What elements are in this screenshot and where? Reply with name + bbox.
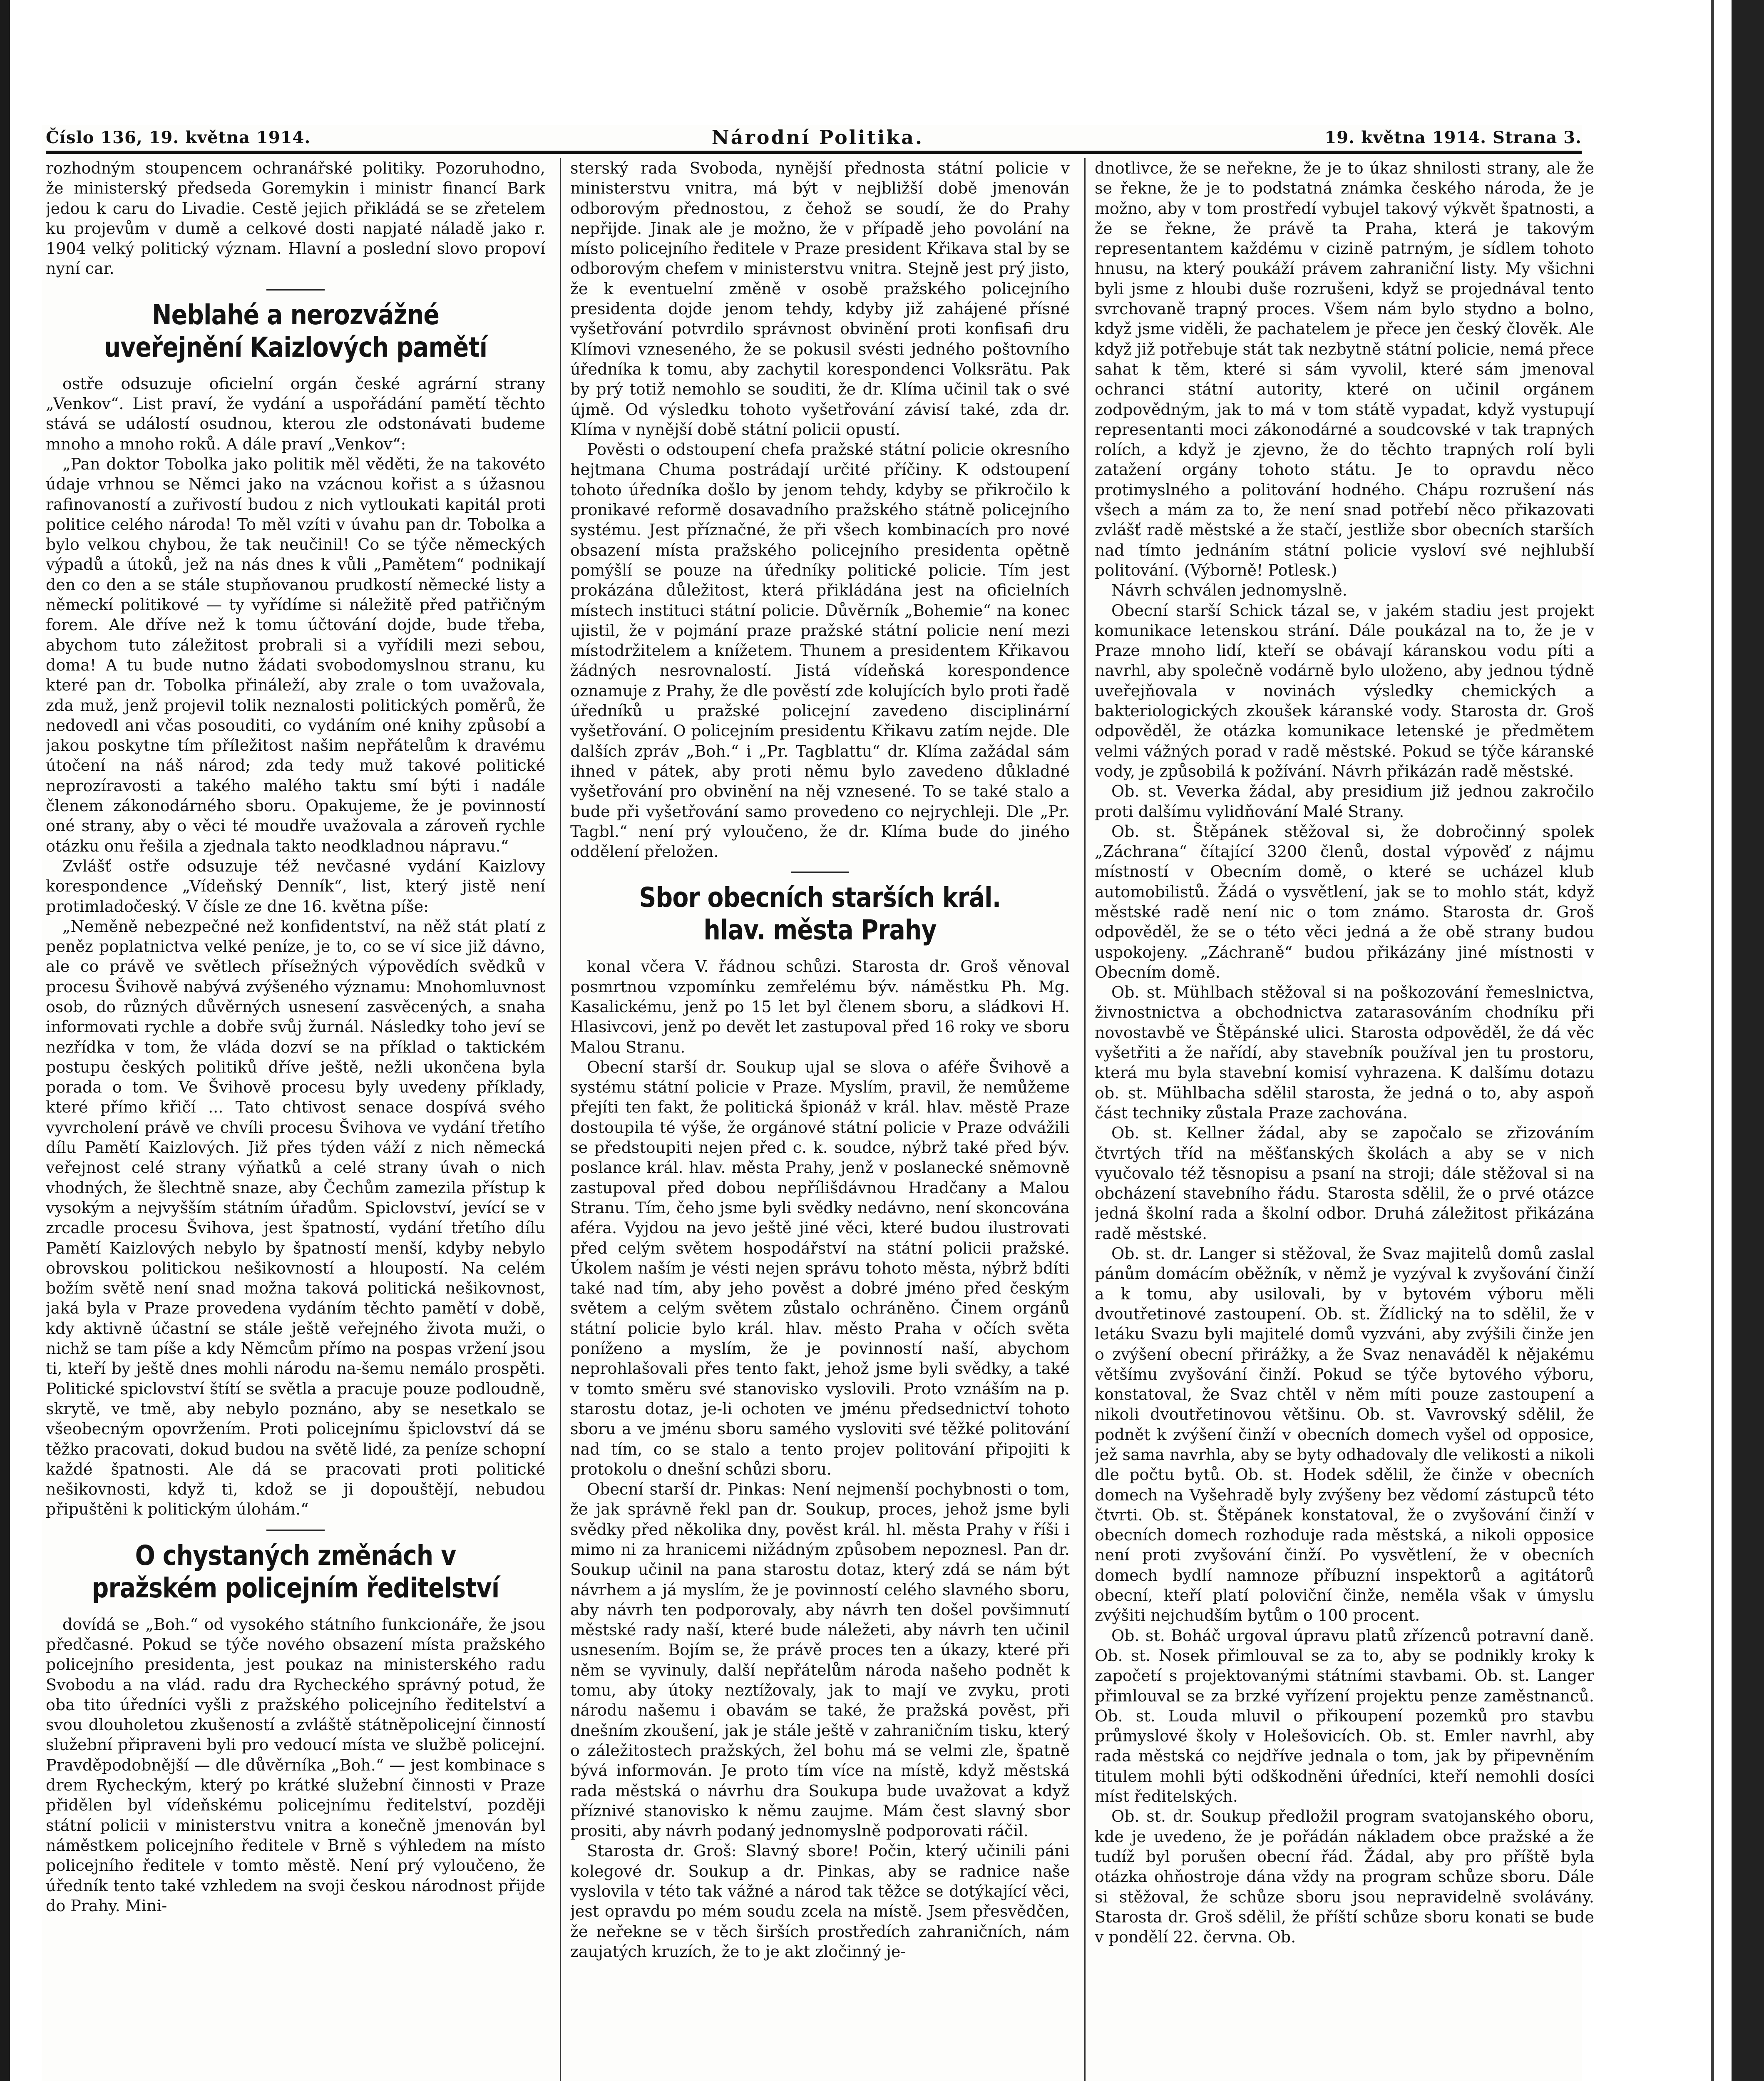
column-2 <box>570 158 1070 2081</box>
masthead-rule <box>46 151 1582 154</box>
issue-number: Číslo 136, 19. května 1914. <box>46 127 311 147</box>
article-paragraph: Návrh schválen jednomyslně. <box>1111 581 1347 600</box>
article-paragraph: Obecní starší dr. Pinkas: Není nejmenší pochybnosti o tom, že jak správně řekl pan dr. Soukup, proces, jehož jsme byli svědky před několika dny, pověst král. hl. města Prahy v říši i mimo ni za hranicemi nižádným způsobem nepoznesl. Pan dr. Soukup učinil na pana starostu dotaz, který zdá se nám být návrhem a já myslím, že je povinností celého slavného sboru, aby návrh ten podporovaly, aby návrh ten došel povšimnutí městské rady naší, které bude náležeti, aby návrh ten učinil usnesením. Bojím se, že právě proces ten a úkazy, které při něm se vyvinuly, další nepřátelům národa našeho podnět k tomu, aby útoky neztížovaly, jak to mají ve zvyku, proti národu našemu i obavám se také, že pražská pověst, při dnešním zkoušení, jak je stále ještě v zahraničním tisku, který o záležitostech pražských, žel bohu má se velmi zle, špatně bývá informován. Je proto tím více na místě, když městská rada městská o návrhu dra Soukupa bude uvažovat a když příznivé stanovisko k němu zaujme. Mám čest slavný sbor prositi, aby návrh podaný jednomyslně podporovati ráčil. <box>570 1480 1070 1840</box>
scan-edge-right-inner <box>1711 0 1714 2081</box>
article-paragraph: Ob. st. Mühlbach stěžoval si na poškozování řemeslnictva, živnostnictva a obchodnictva zatarasováním chodníku při novostavbě ve Štěpánské ulici. Starosta odpověděl, že dá věc vyšetřiti a že nařídí, aby stavebník používal jen tu prostoru, která mu byla stavební komisí vyhrazena. K dalšímu dotazu ob. st. Mühlbacha sdělil starosta, že jedná o to, aby aspoň část techniky zůstala Praze zachována. <box>1095 983 1594 1122</box>
article-paragraph: dovídá se „Boh.“ od vysokého státního funkcionáře, že jsou předčasné. Pokud se týče nového obsazení místa pražského policejního presidenta, jest poukaz na ministerského radu Svobodu a na vlád. radu dra Rycheckého správný potud, že oba tito úředníci vyšli z pražského policejního ředitelství a svou dlouholetou zkušeností a zvláště státněpolicejní činností služební připraveni byli pro vedoucí místa ve službě policejní. Pravděpodobnější — dle důvěrníka „Boh.“ — jest kombinace s drem Rycheckým, který po krátké služební činnosti v Praze přidělen byl vídeňskému policejnímu ředitelství, později státní policii v ministerstvu vnitra a konečně jmenován byl náměstkem policejního ředitele v Brně s výhledem na místo policejního ředitele v tomto městě. Není prý vyloučeno, že úředník tento také vzhledem na svoji českou národnost přijde do Prahy. Mini- <box>46 1615 545 1915</box>
article-paragraph: Ob. st. dr. Soukup předložil program svatojanského oboru, kde je uvedeno, že je pořádán nákladem obce pražské a že tudíž byl porušen obecní řád. Žádal, aby pro příště byla otázka ohňostroje dána vždy na program schůze sboru. Dále si stěžoval, že schůze sboru jsou nepravidelně svolávány. Starosta dr. Groš sdělil, že příští schůze sboru konati se bude v pondělí 22. června. Ob. <box>1095 1807 1594 1947</box>
article-paragraph: ostře odsuzuje oficielní orgán české agrární strany „Venkov“. List praví, že vydání a uspořádání pamětí těchto stává se událostí osudnou, kterou zle odstonávati budeme mnoho a mnoho roků. A dále praví „Venkov“: <box>46 374 545 453</box>
column-3 <box>1095 158 1594 2081</box>
date-page-number: 19. května 1914. Strana 3. <box>1324 127 1582 147</box>
article-headline: Sbor obecních starších král. hlav. města Prahy <box>639 882 1001 946</box>
article-paragraph: Ob. st. Boháč urgoval úpravu platů zřízenců potravní daně. Ob. st. Nosek přimlouval se za to, aby se podnikly kroky k započetí s projektovanými státními stavbami. Ob. st. Langer přimlouval se za brzké vyřízení projektu penze zaměstnanců. Ob. st. Louda mluvil o přikoupení pozemků pro stavbu průmyslové školy v Holešovicích. Ob. st. Emler navrhl, aby rada městská co nejdříve jednala o tom, jak by připevněním titulem mohli býti odškodněni úředníci, kteří nemohli dosíci míst ředitelských. <box>1095 1626 1594 1806</box>
article-paragraph: „Pan doktor Tobolka jako politik měl věděti, že na takovéto údaje vrhnou se Němci jako na vzácnou kořist a s úžasnou rafinovaností a zuřivostí budou z nich vytloukati kapitál proti politice celého národa! To měl vzíti v úvahu pan dr. Tobolka a bylo velkou chybou, že tak neučinil! Co se týče německých výpadů a útoků, jež na nás dnes k vůli „Pamětem“ podnikají den co den a se stále stupňovanou prudkostí německé listy a německí politikové — ty vyřídíme si náležitě před patřičným forem. Ale dříve než k tomu účtování dojde, bude třeba, abychom tuto záležitost probrali si a vyřídili mezi sebou, doma! A tu bude nutno žádati svobodomyslnou stranu, ku které pan dr. Tobolka přináleží, aby zrale o tom uvažovala, zda muž, jenž projevil tolik neznalosti politických poměrů, že nedovedl ani včas posouditi, co vydáním oné knihy způsobí a jakou poskytne tím příležitost našim nepřátelům k dravému útočení na náš národ; zda tedy muž takové politické neprozíravosti a takého malého taktu smí býti i nadále členem zákonodárného sboru. Opakujeme, že je povinností oné strany, aby o věci té moudře uvažovala a zároveň rychle otázku onu řešila a zjednala takto neodkladnou nápravu.“ <box>46 454 545 855</box>
article-paragraph: Obecní starší dr. Soukup ujal se slova o aféře Švihově a systému státní policie v Praze. Myslím, pravil, že nemůžeme přejíti ten fakt, že politická špionáž v král. hlav. městě Praze dostoupila té výše, že orgánové státní policie v Praze odvážili se předstoupiti nejen před c. k. soudce, nýbrž také před býv. poslance král. hlav. města Prahy, jenž v poslanecké sněmovně zastupoval před dobou nepřílišdávnou Hradčany a Malou Stranu. Tím, čeho jsme byli svědky nedávno, není skoncována aféra. Vyjdou na jevo ještě jiné věci, které budou ilustrovati před celým světem hospodářství na státní policii pražské. Úkolem naším je vésti nejen správu tohoto města, nýbrž bdíti také nad tím, aby jeho pověst a dobré jméno před českým světem a celým světem zůstalo ochráněno. Činem orgánů státní policie bylo král. hlav. město Praha v očích světa poníženo a myslím, že je povinností naší, abychom neprohlašovali přes tento fakt, jehož jsme byli svědky, a také v tomto směru své stanovisko vyslovili. Proto vznáším na p. starostu dotaz, je-li ochoten ve jménu předsednictví tohoto sboru a ve jménu sboru samého vysloviti své těžké politování nad tím, co se stalo a tento projev politování připojiti k protokolu o dnešní schůzi sboru. <box>570 1058 1070 1478</box>
section-separator <box>266 289 325 291</box>
column-divider <box>560 158 561 2081</box>
article-headline: Neblahé a nerozvážné uveřejnění Kaizlových pamětí <box>104 298 487 363</box>
column-divider <box>1084 158 1086 2081</box>
column-1 <box>46 158 545 2081</box>
article-paragraph: Zvlášť ostře odsuzuje též nevčasné vydání Kaizlovy korespondence „Vídeňský Denník“, list, který jistě není protimladočeský. V čísle ze dne 16. května píše: <box>46 857 545 916</box>
article-paragraph: Ob. st. dr. Langer si stěžoval, že Svaz majitelů domů zaslal pánům domácím oběžník, v němž je vyzýval k zvyšování činží a k tomu, aby usilovali, by v bytovém výboru měli dvoutřetinové zastoupení. Ob. st. Žídlický na to sdělil, že v letáku Svazu byli majitelé domů vyzváni, aby zvýšili činže jen o zvýšení obecní přirážky, a že Svaz nenaváděl k nějakému většímu zvyšování činží. Pokud se týče bytového výboru, konstatoval, že Svaz chtěl v něm míti pouze zastoupení a nikoli dvoutřetinovou většinu. Ob. st. Vavrovský sdělil, že podnět k zvýšení činží v obecních domech vyšel od opposice, jež sama navrhla, aby se byty odhadovaly dle velikosti a nikoli dle počtu bytů. Ob. st. Hodek sdělil, že činže v obecních domech na Vyšehradě byly zvýšeny bez vědomí zástupců této čtvrti. Ob. st. Štěpánek konstatoval, že o zvyšování činží v obecních domech rozhoduje rada městská, a nikoli opposice není proti zvyšování činží. Po vysvětlení, že v obecních domech bydlí namnoze příbuzní inspektorů a agitátorů obecní, kteří platí poloviční činže, neměla však v úmyslu zvýšiti nejchudším bytům o 100 procent. <box>1095 1244 1594 1625</box>
article-paragraph: dnotlivce, že se neřekne, že je to úkaz shnilosti strany, ale že se řekne, že je to podstatná známka českého národa, že je možno, aby v tom prostředí vybujel takový výkvět špatnosti, a že se řekne, že právě ta Praha, která je takovým representantem každému v cizině patrným, je sídlem tohoto hnusu, na který poukáží právem zahraniční listy. My všichni byli jsme z hloubi duše rozrušeni, když se projednával tento svrchovaně trapný proces. Všem nám bylo stydno a bolno, když jsme viděli, že pachatelem je přece jen český člověk. Ale když již potřebuje stát tak nezbytně státní policie, nemá přece sahat k těm, které si sám vyvolil, které sám jmenoval ochranci státní autority, které on učinil orgánem zodpovědným, jak to má v tom státě vypadat, když vystupují representanti moci zákonodárné a soudcovské v tak trapných rolích, a když je zjevno, že do těchto trapných rolí byli zatažení orgány tohoto státu. Je to opravdu něco protimyslného a politování hodného. Chápu rozrušení nás všech a mám za to, že není snad potřebí něco přikazovati zvlášť radě městské a že stačí, jestliže sbor obecních starších nad tímto jednáním státní policie vysloví své nejhlubší politování. (Výborně! Potlesk.) <box>1095 159 1594 579</box>
masthead <box>46 125 1582 150</box>
article-paragraph: „Neměně nebezpečné než konfidentství, na něž stát platí z peněz poplatnictva velké peníze, je to, co se ví sice již dávno, ale co právě ve světlech přísežných výpovědích svědků v procesu Švihově nabývá zvýšeného významu: Mnohomluvnost osob, do různých důvěrných usnesení zasvěcených, a snaha informovati rychle a dobře svůj žurnál. Následky toho jeví se nezřídka v tom, že vláda dozví se na příklad o taktickém postupu českých politiků dříve ještě, nežli ukončena byla porada o tom. Ve Švihově procesu byly uvedeny příklady, které přímo křičí ... Tato chtivost senace dospívá svého vyvrcholení právě ve chvíli procesu Švihova ve vydání třetího dílu Pamětí Kaizlových. Již přes týden váží z nich německá veřejnost celé strany výňatků a celé strany úvah o nich vhodných, že šlechtně snaze, aby Čechům zamezila přístup k vysokým a nejvyšším státním úřadům. Spiclovství, jevící se v zrcadle procesu Švihova, jest špatností, vydání třetího dílu Pamětí Kaizlových nebylo by špatností menší, kdyby nebylo obrovskou politickou nešikovností a hloupostí. Na celém božím světě není snad možna taková politická nešikovnost, jaká byla v Praze provedena vydáním těchto pamětí v době, kdy aktivně účastní se stále ještě veřejného života muži, o nichž se tam píše a kdy Němcům přímo na pospas vržení jsou ti, kteří by ještě dnes mohli národu na-šemu nemálo prospěti. Politické spiclovství štítí se světla a pracuje pouze podloudně, skrytě, ve tmě, aby nebylo poznáno, aby se nesetkalo se všeobecným opovržením. Proti policejnímu špiclovství dá se těžko pracovati, dokud budou na světě lidé, za peníze schopní každé špatnosti. Ale dá se pracovati proti politické nešikovnosti, když ti, kdož se ji dopouštějí, nebudou připuštěni k politickým úlohám.“ <box>46 917 545 1519</box>
article-paragraph: Starosta dr. Groš: Slavný sbore! Počin, který učinili páni kolegové dr. Soukup a dr. Pinkas, aby se radnice naše vyslovila v této tak vážné a národ tak těžce se dotýkající věci, jest opravdu po mém soudu zcela na místě. Jsem přesvědčen, že neřekne se v těch širších prostředích zahraničních, nám zaujatých kruzích, že to je akt zločinný je- <box>570 1842 1070 1961</box>
article-headline: O chystaných změnách v pražském policejním ředitelství <box>92 1539 499 1604</box>
article-paragraph: Pověsti o odstoupení chefa pražské státní policie okresního hejtmana Chuma postrádají určité příčiny. K odstoupení tohoto úředníka došlo by jenom tehdy, kdyby se přikročilo k pronikavé reformě dosavadního pražského státně policejního systému. Jest příznačné, že při všech kombinacích pro nové obsazení místa pražského policejního presidenta opětně pomýšlí se pouze na úředníky politické policie. Tím jest prokázána důležitost, která přikládána jest na oficielních místech instituci státní policie. Důvěrník „Bohemie“ na konec ujistil, že v pojmání praze pražské státní policie není mezi místodržitelem a knížetem. Thunem a presidentem Křikavou žádných nesrovnalostí. Jistá vídeňská korespondence oznamuje z Prahy, že dle pověstí zde kolujících bylo proti řadě úředníků u pražské policejní zavedeno disciplinární vyšetřování. O policejním presidentu Křikavu zatím nejde. Dle dalších zpráv „Boh.“ i „Pr. Tagblattu“ dr. Klíma zažádal sám ihned v pátek, aby proti němu bylo zavedeno důkladné vyšetřování pro obvinění na něj vznesené. To se také stalo a bude při vyšetřování samo provedeno co nejrychleji. Dle „Pr. Tagbl.“ není prý vyloučeno, že dr. Klíma bude do jiného oddělení přeložen. <box>570 440 1070 861</box>
article-paragraph: sterský rada Svoboda, nynější přednosta státní policie v ministerstvu vnitra, má být v nejbližší době jmenován odborovým přednostou, z čehož se soudí, že do Prahy nepřijde. Jinak ale je možno, že v případě jeho povolání na místo policejního ředitele v Praze president Křikava stal by se odborovým chefem v ministerstvu vnitra. Stejně jest prý jisto, že k eventuelní změně v osobě pražského policejního presidenta dojde jenom tehdy, kdyby již zahájené přísné vyšetřování potvrdilo správnost obvinění proti konfisafi dru Klímovi vzneseného, že se pokusil svésti jedného poštovního úředníka k tomu, aby zachytil korespondenci Volksrätu. Pak by prý totiž nemohlo se souditi, že dr. Klíma učinil tak o své újmě. Od výsledku tohoto vyšetřování závisí také, zda dr. Klíma v nynější době státní policii opustí. <box>570 159 1070 439</box>
article-paragraph: Ob. st. Kellner žádal, aby se započalo se zřizováním čtvrtých tříd na měšťanských školách a aby se v nich vyučovalo též těsnopisu a psaní na stroji; dále stěžoval si na obcházení stavebního řádu. Starosta sdělil, že o prvé otázce jedná školní rada a školní odbor. Druhá záležitost přikázána radě městské. <box>1095 1124 1594 1243</box>
scan-edge-right <box>1732 0 1764 2081</box>
article-paragraph: konal včera V. řádnou schůzi. Starosta dr. Groš věnoval posmrtnou vzpomínku zemřelému býv. náměstku Ph. Mg. Kasalickému, jenž po 15 let byl členem sboru, a sládkovi H. Hlasivcovi, jenž po devět let zastupoval před 16 roky ve sboru Malou Stranu. <box>570 957 1070 1056</box>
scan-edge-left <box>0 0 10 2081</box>
article-paragraph: Ob. st. Veverka žádal, aby presidium již jednou zakročilo proti dalšímu vylidňování Malé Strany. <box>1095 782 1594 821</box>
section-separator <box>266 1530 325 1531</box>
article-paragraph: rozhodným stoupencem ochranářské politiky. Pozoruhodno, že ministerský předseda Goremykin i ministr financí Bark jedou k caru do Livadie. Cestě jejich přikládá se se zřetelem ku projevům v dumě a celkové dosti napjaté náladě jako r. 1904 velký politický význam. Hlavní a poslední slovo propoví nyní car. <box>46 159 545 278</box>
section-separator <box>791 872 849 873</box>
newspaper-title: Národní Politika. <box>711 126 924 149</box>
article-paragraph: Ob. st. Štěpánek stěžoval si, že dobročinný spolek „Záchrana“ čítající 3200 členů, dostal výpověď z nájmu místností v Obecním domě, o které se ucházel klub automobilistů. Žádá o vysvětlení, jak se to mohlo stát, když městské radě není nic o tom známo. Starosta dr. Groš odpověděl, že se o této věci jedná a že obě strany budou uspokojeny. „Záchraně“ budou přikázány jiné místnosti v Obecním domě. <box>1095 822 1594 981</box>
article-paragraph: Obecní starší Schick tázal se, v jakém stadiu jest projekt komunikace letenskou strání. Dále poukázal na to, že je v Praze mnoho lidí, kteří se obávají káranskou vodu píti a navrhl, aby společně vodárně bylo uloženo, aby jednou týdně uveřejňovala v novinách výsledky chemických a bakteriologických zkoušek káranské vody. Starosta dr. Groš odpověděl, že otázka komunikace letenské je předmětem velmi vážných porad v radě městské. Pokud se týče káranské vody, je způsobilá k požívání. Návrh přikázán radě městské. <box>1095 601 1594 780</box>
